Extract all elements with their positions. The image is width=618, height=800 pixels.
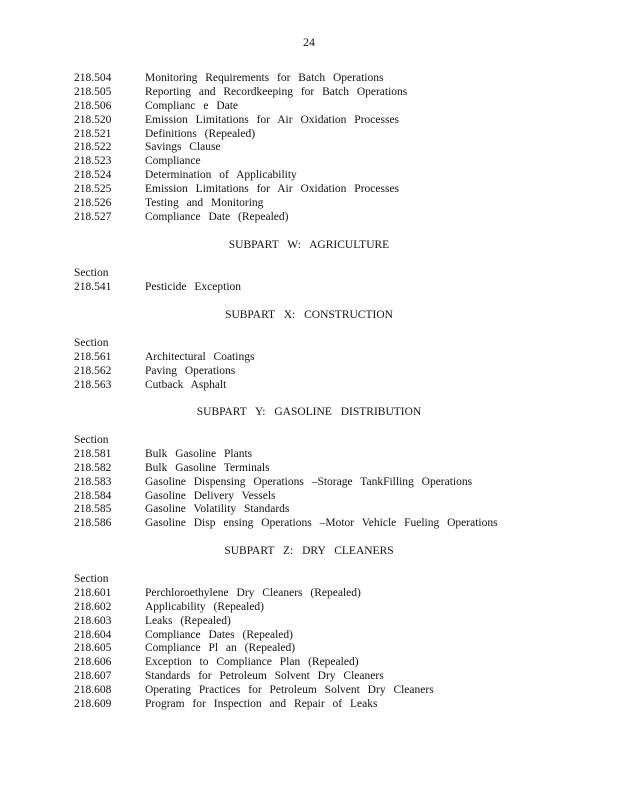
section-title: Leaks (Repealed)	[145, 614, 231, 627]
section-title: Program for Inspection and Repair of Leaks	[145, 698, 378, 711]
section-title: Compliance Dates (Repealed)	[145, 628, 293, 641]
section-number: 218.583	[74, 475, 112, 488]
section-title: Architectural Coatings	[145, 350, 255, 363]
section-column-label: Section	[74, 573, 109, 585]
section-number: 218.524	[74, 169, 112, 182]
section-number: 218.522	[74, 141, 112, 154]
subpart-w-section-list	[74, 267, 574, 295]
section-number: 218.504	[74, 72, 112, 84]
section-title: Compliance Date (Repealed)	[145, 210, 289, 223]
list-item	[74, 114, 574, 128]
section-number: 218.523	[74, 155, 112, 168]
section-title: Pesticide Exception	[145, 280, 242, 293]
list-item	[74, 670, 574, 684]
section-title: Paving Operations	[145, 364, 236, 377]
section-number: 218.604	[74, 628, 112, 641]
section-title: Gasoline Volatility Standards	[145, 503, 290, 516]
section-title: Savings Clause	[145, 141, 221, 154]
subpart-y-section-list	[74, 434, 574, 531]
list-item	[74, 656, 574, 670]
list-item	[74, 141, 574, 155]
section-number: 218.505	[74, 85, 112, 98]
section-title: Emission Limitations for Air Oxidation Processes	[145, 183, 400, 196]
section-title: Compliance	[145, 155, 201, 168]
list-item	[74, 351, 574, 365]
list-item	[74, 684, 574, 698]
list-item	[74, 169, 574, 183]
list-item	[74, 601, 574, 615]
section-number: 218.582	[74, 461, 112, 474]
section-title: Bulk Gasoline Terminals	[145, 461, 270, 474]
list-item	[74, 183, 574, 197]
section-title: Gasoline Disp ensing Operations –Motor Vehicle Fueling Operations	[145, 517, 498, 530]
section-number: 218.563	[74, 378, 112, 391]
section-number: 218.525	[74, 183, 112, 196]
list-item	[74, 587, 574, 601]
section-number: 218.609	[74, 698, 112, 711]
section-number: 218.521	[74, 127, 112, 140]
section-title: Complianc e Date	[145, 99, 239, 112]
list-item	[74, 476, 574, 490]
section-number: 218.586	[74, 517, 112, 530]
section-title: Monitoring Requirements for Batch Operations	[145, 72, 384, 84]
section-number: 218.605	[74, 642, 112, 655]
section-title: Gasoline Dispensing Operations –Storage TankFilling Operations	[145, 475, 473, 488]
section-number: 218.541	[74, 280, 112, 293]
section-number: 218.607	[74, 670, 112, 683]
list-item	[74, 100, 574, 114]
list-item	[74, 155, 574, 169]
section-title: Applicability (Repealed)	[145, 600, 265, 613]
subpart-y-heading: SUBPART Y: GASOLINE DISTRIBUTION	[196, 406, 422, 418]
section-title: Operating Practices for Petroleum Solvent Dry Cleaners	[145, 684, 434, 697]
list-item	[74, 642, 574, 656]
section-title: Cutback Asphalt	[145, 378, 227, 391]
list-item	[74, 503, 574, 517]
list-item	[74, 379, 574, 393]
section-number: 218.527	[74, 210, 112, 223]
section-column-label: Section	[74, 434, 109, 446]
section-title: Exception to Compliance Plan (Repealed)	[145, 656, 359, 669]
subpart-z-section-list	[74, 573, 574, 712]
subpart-w-heading: SUBPART W: AGRICULTURE	[228, 239, 390, 251]
subpart-x-section-list	[74, 337, 574, 393]
section-title: Standards for Petroleum Solvent Dry Cleaners	[145, 670, 384, 683]
list-item	[74, 448, 574, 462]
section-title: Perchloroethylene Dry Cleaners (Repealed)	[145, 586, 361, 599]
list-item	[74, 281, 574, 295]
section-number: 218.606	[74, 656, 112, 669]
section-number: 218.603	[74, 614, 112, 627]
section-number: 218.585	[74, 503, 112, 516]
section-title: Compliance Pl an (Repealed)	[145, 642, 296, 655]
section-number: 218.520	[74, 113, 112, 126]
subpart-x-heading: SUBPART X: CONSTRUCTION	[225, 309, 393, 321]
list-item	[74, 462, 574, 476]
section-number: 218.506	[74, 99, 112, 112]
list-item	[74, 490, 574, 504]
list-item	[74, 128, 574, 142]
section-column-label: Section	[74, 337, 109, 349]
section-title: Bulk Gasoline Plants	[145, 447, 253, 460]
section-number: 218.561	[74, 350, 112, 363]
list-item	[74, 615, 574, 629]
section-title: Determination of Applicability	[145, 169, 297, 182]
section-number: 218.602	[74, 600, 112, 613]
section-column-label: Section	[74, 267, 109, 279]
section-title: Reporting and Recordkeeping for Batch Operations	[145, 85, 408, 98]
section-number: 218.562	[74, 364, 112, 377]
section-number: 218.581	[74, 447, 112, 460]
list-item	[74, 211, 574, 225]
section-title: Emission Limitations for Air Oxidation Processes	[145, 113, 400, 126]
section-title: Testing and Monitoring	[145, 197, 264, 210]
section-number: 218.608	[74, 684, 112, 697]
list-item	[74, 698, 574, 712]
section-number: 218.584	[74, 489, 112, 502]
subpart-z-heading: SUBPART Z: DRY CLEANERS	[224, 545, 394, 557]
list-item	[74, 517, 574, 531]
list-item	[74, 365, 574, 379]
section-number: 218.526	[74, 197, 112, 210]
list-item	[74, 86, 574, 100]
page-number: 24	[303, 35, 315, 49]
section-number: 218.601	[74, 586, 112, 599]
list-item	[74, 72, 574, 86]
continued-section-list	[74, 72, 574, 225]
section-title: Gasoline Delivery Vessels	[145, 489, 276, 502]
list-item	[74, 197, 574, 211]
list-item	[74, 629, 574, 643]
section-title: Definitions (Repealed)	[145, 127, 256, 140]
